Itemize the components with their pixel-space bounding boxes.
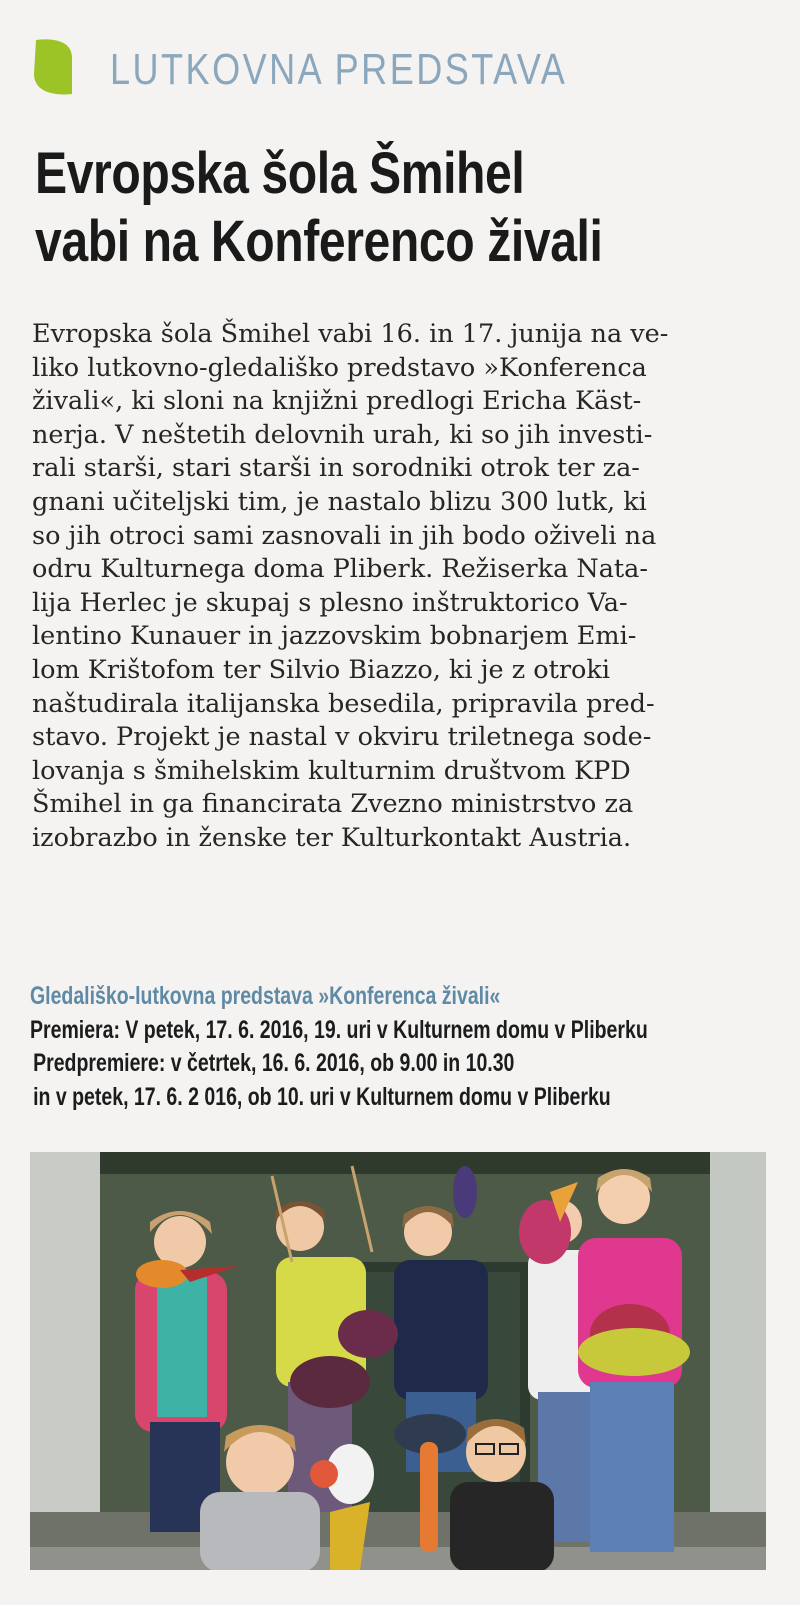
headline bbox=[35, 140, 800, 276]
section-label: LUTKOVNA PREDSTAVA bbox=[110, 45, 568, 94]
body-line: živali«, ki sloni na knjižni predlogi Ericha Käst- bbox=[32, 386, 642, 417]
body-line: lom Krištofom ter Silvio Biazzo, ki je z otroki bbox=[32, 654, 611, 685]
body-line: lentino Kunauer in jazzovskim bobnarjem Emi- bbox=[32, 621, 637, 652]
body-line: liko lutkovno-gledališko predstavo »Konferenca bbox=[32, 352, 647, 383]
premiere-line: Premiera: V petek, 17. 6. 2016, 19. uri v Kulturnem domu v Pliberku bbox=[30, 1015, 648, 1044]
event-info bbox=[30, 980, 800, 1114]
article-body bbox=[32, 318, 762, 856]
body-line: lovanja s šmihelskim kulturnim društvom KPD bbox=[32, 755, 631, 786]
prepremiere-line: Predpremiere: v četrtek, 16. 6. 2016, ob 9.00 in 10.30 bbox=[33, 1049, 515, 1077]
body-line: gnani učiteljski tim, je nastalo blizu 300 lutk, ki bbox=[32, 486, 647, 517]
leaf-icon bbox=[32, 36, 74, 96]
children-with-puppets-icon bbox=[30, 1152, 766, 1570]
body-line: stavo. Projekt je nastal v okviru triletnega sode- bbox=[32, 722, 652, 753]
body-line: odru Kulturnega doma Pliberk. Režiserka Nata- bbox=[32, 554, 648, 585]
body-line: nerja. V neštetih delovnih urah, ki so jih investi- bbox=[32, 419, 653, 450]
body-line: Evropska šola Šmihel vabi 16. in 17. junija na ve- bbox=[32, 319, 669, 349]
body-line: naštudirala italijanska besedila, pripravila pred- bbox=[32, 688, 655, 719]
body-line: lija Herlec je skupaj s plesno inštruktorico Va- bbox=[32, 587, 628, 618]
prepremiere-line-cont: in v petek, 17. 6. 2 016, ob 10. uri v Kulturnem domu v Pliberku bbox=[33, 1082, 611, 1111]
event-title: Gledališko-lutkovna predstava »Konferenca živali« bbox=[30, 982, 501, 1010]
body-line: izobrazbo in ženske ter Kulturkontakt Austria. bbox=[32, 822, 632, 853]
body-line: so jih otroci sami zasnovali in jih bodo oživeli na bbox=[32, 520, 657, 551]
body-line: rali starši, stari starši in sorodniki otrok ter za- bbox=[32, 453, 640, 484]
children-with-puppets-photo bbox=[30, 1152, 766, 1570]
section-header bbox=[30, 36, 770, 96]
body-line: Šmihel in ga financirata Zvezno ministrstvo za bbox=[32, 789, 634, 820]
headline-line: Evropska šola Šmihel bbox=[35, 141, 525, 206]
headline-line: vabi na Konferenco živali bbox=[35, 209, 603, 274]
